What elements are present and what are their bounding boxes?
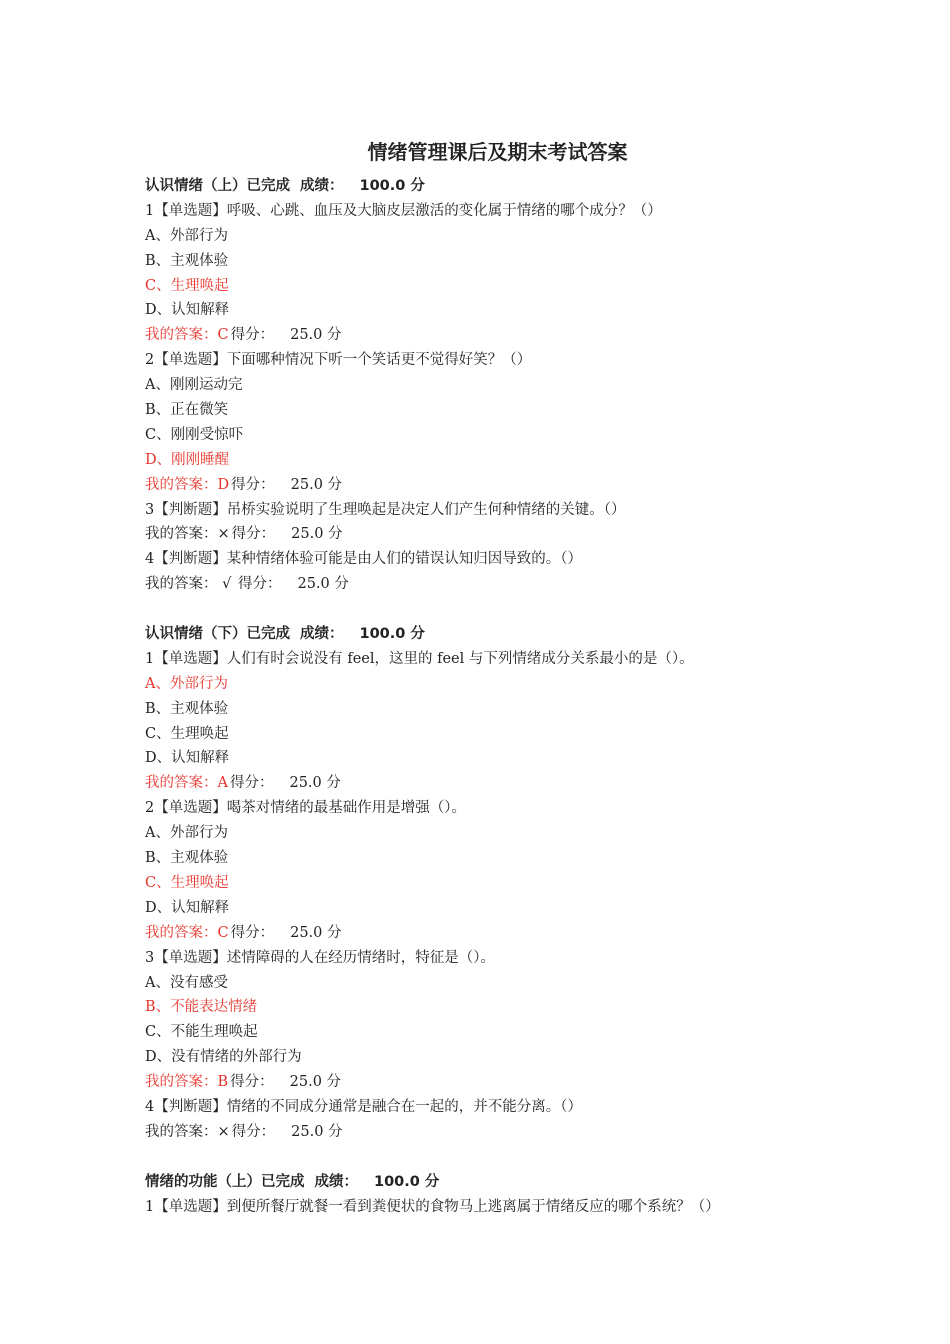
option: B、主观体验	[145, 850, 229, 867]
question-stem: 4【判断题】某种情绪体验可能是由人们的错误认知归因导致的。（）	[145, 551, 582, 568]
answer-label: 我的答案：	[145, 775, 218, 792]
points-value: 25.0 分	[290, 327, 342, 344]
option: A、没有感受	[145, 974, 228, 991]
points-value: 25.0 分	[289, 1074, 342, 1091]
question	[145, 1095, 845, 1145]
question-stem: 1【单选题】呼吸、心跳、血压及大脑皮层激活的变化属于情绪的哪个成分？（）	[145, 202, 662, 219]
question	[145, 796, 845, 945]
points-value: 25.0 分	[291, 526, 343, 543]
answer-line	[145, 522, 845, 547]
points-label: 得分：	[231, 526, 276, 543]
question-stem: 4【判断题】情绪的不同成分通常是融合在一起的，并不能分离。（）	[145, 1098, 582, 1115]
points-value: 25.0 分	[297, 576, 349, 593]
points-value: 25.0 分	[290, 924, 342, 941]
section-heading: 情绪的功能（上）已完成 成绩： 100.0 分	[145, 1173, 440, 1190]
answer-line	[145, 1070, 845, 1095]
answer-label: 我的答案：	[145, 924, 218, 941]
answer-value: B	[217, 1074, 229, 1091]
question	[145, 946, 845, 1095]
answer-line	[145, 572, 845, 597]
option: B、正在微笑	[145, 402, 229, 419]
document-page	[145, 136, 845, 1219]
question-stem: 2【单选题】喝茶对情绪的最基础作用是增强（）。	[145, 800, 466, 817]
section	[145, 1170, 845, 1220]
answer-value: C	[217, 327, 229, 344]
section	[145, 174, 845, 597]
option: A、外部行为	[145, 227, 228, 244]
question	[145, 199, 845, 348]
answer-value: ×	[217, 526, 230, 543]
answer-label: 我的答案：	[145, 1074, 218, 1091]
option: C、不能生理唤起	[145, 1024, 258, 1041]
option: D、认知解释	[145, 302, 230, 319]
answer-label: 我的答案：	[145, 476, 218, 493]
option: D、认知解释	[145, 899, 230, 916]
option: B、主观体验	[145, 252, 229, 269]
question-stem: 3【单选题】述情障碍的人在经历情绪时，特征是（）。	[145, 949, 495, 966]
answer-value: ×	[217, 1123, 230, 1140]
question-stem: 2【单选题】下面哪种情况下听一个笑话更不觉得好笑？（）	[145, 352, 532, 369]
answer-line	[145, 771, 845, 796]
answer-line	[145, 473, 845, 498]
question-stem: 1【单选题】人们有时会说没有 feel，这里的 feel 与下列情绪成分关系最小的是（）。	[145, 650, 694, 667]
option: C、刚刚受惊吓	[145, 426, 244, 443]
option-correct: D、刚刚睡醒	[145, 451, 230, 468]
section-heading: 认识情绪（下）已完成 成绩： 100.0 分	[145, 626, 425, 643]
question	[145, 647, 845, 796]
points-label: 得分：	[230, 924, 275, 941]
spacer	[145, 597, 845, 622]
question	[145, 1195, 845, 1220]
points-label: 得分：	[231, 1123, 276, 1140]
answer-line	[145, 323, 845, 348]
points-label: 得分：	[230, 1074, 274, 1091]
document-title: 情绪管理课后及期末考试答案	[367, 140, 628, 164]
answer-label: 我的答案：	[145, 327, 218, 344]
points-label: 得分：	[237, 576, 282, 593]
spacer	[145, 1145, 845, 1170]
option-correct: C、生理唤起	[145, 874, 229, 891]
question	[145, 348, 845, 497]
question	[145, 498, 845, 548]
answer-line	[145, 1120, 845, 1145]
points-value: 25.0 分	[290, 476, 343, 493]
answer-value: D	[217, 476, 230, 493]
answer-value: A	[217, 775, 228, 792]
option-correct: C、生理唤起	[145, 277, 229, 294]
points-value: 25.0 分	[289, 775, 341, 792]
question-stem: 3【判断题】吊桥实验说明了生理唤起是决定人们产生何种情绪的关键。（）	[145, 501, 626, 518]
option: D、没有情绪的外部行为	[145, 1049, 302, 1066]
option: C、生理唤起	[145, 725, 229, 742]
answer-line	[145, 921, 845, 946]
answer-label: 我的答案：	[145, 526, 218, 543]
question-stem: 1【单选题】到便所餐厅就餐一看到粪便状的食物马上逃离属于情绪反应的哪个系统？（）	[145, 1198, 720, 1215]
answer-value: √	[222, 576, 232, 593]
option-correct: A、外部行为	[145, 675, 228, 692]
option: A、刚刚运动完	[145, 377, 243, 394]
option: D、认知解释	[145, 750, 230, 767]
answer-label: 我的答案：	[145, 576, 218, 593]
points-label: 得分：	[231, 476, 275, 493]
points-value: 25.0 分	[291, 1123, 343, 1140]
answer-label: 我的答案：	[145, 1123, 218, 1140]
section	[145, 622, 845, 1145]
section-heading: 认识情绪（上）已完成 成绩： 100.0 分	[145, 178, 425, 194]
points-label: 得分：	[230, 327, 275, 344]
question	[145, 547, 845, 597]
option: A、外部行为	[145, 825, 228, 842]
answer-value: C	[217, 924, 229, 941]
option: B、主观体验	[145, 700, 229, 717]
points-label: 得分：	[229, 775, 274, 792]
option-correct: B、不能表达情绪	[145, 999, 258, 1016]
